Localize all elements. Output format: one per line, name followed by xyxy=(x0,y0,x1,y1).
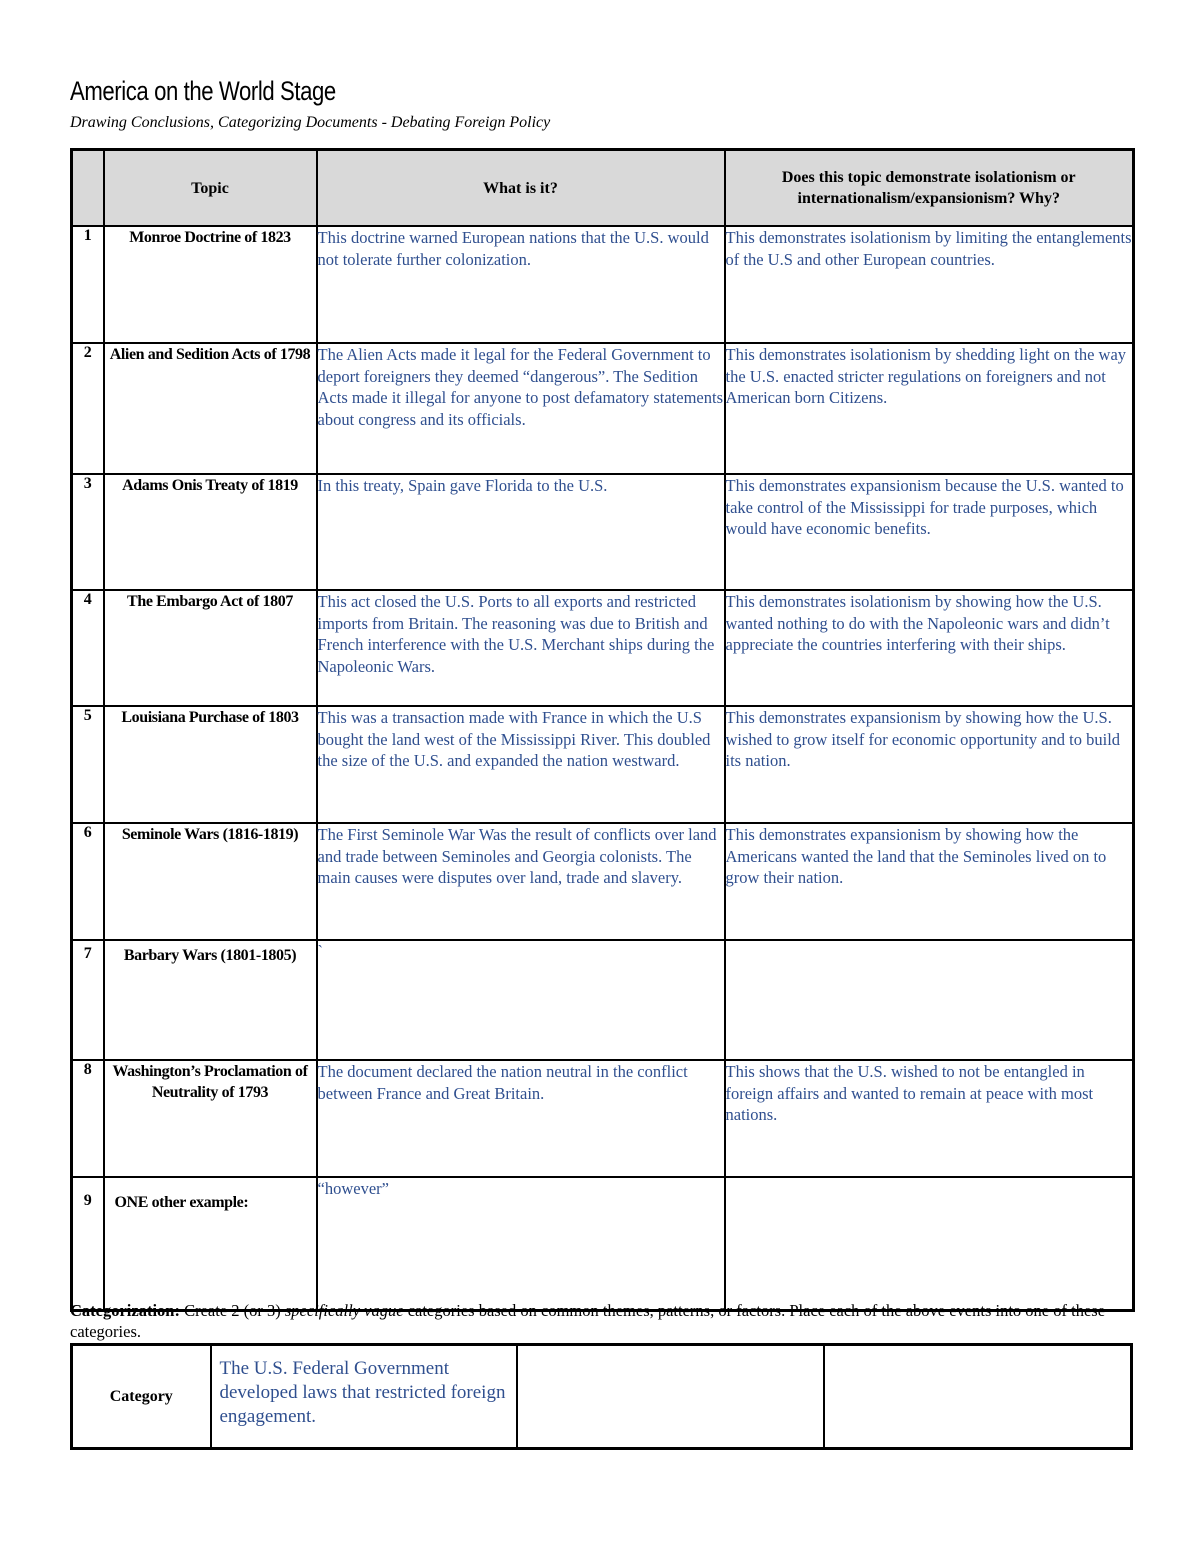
row-does-cell[interactable]: This demonstrates expansionism because the U.S. wanted to take control of the Mississippi for trade purposes, which would have economic benefits. xyxy=(725,474,1134,590)
category-label: Category xyxy=(72,1345,211,1449)
row-topic: Washington’s Proclamation of Neutrality of 1793 xyxy=(104,1060,317,1177)
row-number: 3 xyxy=(72,474,104,590)
table-row xyxy=(72,706,1134,823)
categorization-label: Categorization: xyxy=(70,1301,180,1320)
table-row xyxy=(72,823,1134,940)
row-does-cell[interactable] xyxy=(725,940,1134,1060)
row-does-cell[interactable]: This demonstrates isolationism by shedding light on the way the U.S. enacted stricter regulations on foreigners and not American born Citizens. xyxy=(725,343,1134,474)
table-row xyxy=(72,474,1134,590)
row-topic: Seminole Wars (1816-1819) xyxy=(104,823,317,940)
header-number xyxy=(72,150,104,227)
categorization-text-before: Create 2 (or 3) xyxy=(179,1301,285,1320)
row-topic: ONE other example: xyxy=(104,1177,317,1311)
row-what-cell[interactable]: The First Seminole War Was the result of conflicts over land and trade between Seminoles and Georgia colonists. The main causes were disputes over land, trade and slavery. xyxy=(317,823,725,940)
row-number: 6 xyxy=(72,823,104,940)
row-what-cell[interactable]: In this treaty, Spain gave Florida to the U.S. xyxy=(317,474,725,590)
row-does-cell[interactable]: This demonstrates expansionism by showing how the Americans wanted the land that the Seminoles lived on to grow their nation. xyxy=(725,823,1134,940)
row-does-cell[interactable]: This shows that the U.S. wished to not be entangled in foreign affairs and wanted to remain at peace with most nations. xyxy=(725,1060,1134,1177)
row-what-cell[interactable]: This doctrine warned European nations that the U.S. would not tolerate further colonization. xyxy=(317,226,725,343)
row-topic: The Embargo Act of 1807 xyxy=(104,590,317,706)
table-row xyxy=(72,343,1134,474)
table-row xyxy=(72,590,1134,706)
row-topic: Adams Onis Treaty of 1819 xyxy=(104,474,317,590)
row-does-cell[interactable]: This demonstrates expansionism by showing how the U.S. wished to grow itself for economic opportunity and to build its nation. xyxy=(725,706,1134,823)
row-topic: Louisiana Purchase of 1803 xyxy=(104,706,317,823)
table-header-row xyxy=(72,150,1134,227)
row-does-cell[interactable]: This demonstrates isolationism by limiting the entanglements of the U.S and other European countries. xyxy=(725,226,1134,343)
table-row xyxy=(72,1177,1134,1311)
row-number: 4 xyxy=(72,590,104,706)
row-what-cell[interactable]: The Alien Acts made it legal for the Federal Government to deport foreigners they deemed “dangerous”. The Sedition Acts made it illegal for anyone to post defamatory statements about congress and its officials. xyxy=(317,343,725,474)
categorization-text-italic: specifically vague xyxy=(284,1301,404,1320)
categorization-instructions xyxy=(70,1300,1140,1342)
row-number: 2 xyxy=(72,343,104,474)
table-row xyxy=(72,940,1134,1060)
category-table xyxy=(70,1343,1133,1450)
categorization-text-after: categories based on common themes, patterns, or factors. Place each of the above events into one of these categories. xyxy=(70,1301,1106,1341)
row-number: 9 xyxy=(72,1177,104,1311)
page-title: America on the World Stage xyxy=(70,76,336,106)
row-number: 5 xyxy=(72,706,104,823)
row-what-cell[interactable]: This was a transaction made with France in which the U.S bought the land west of the Mississippi River. This doubled the size of the U.S. and expanded the nation westward. xyxy=(317,706,725,823)
table-row xyxy=(72,226,1134,343)
header-what: What is it? xyxy=(317,150,725,227)
row-what-cell[interactable]: “however” xyxy=(317,1177,725,1311)
header-topic: Topic xyxy=(104,150,317,227)
row-topic: Barbary Wars (1801-1805) xyxy=(104,940,317,1060)
category-cell[interactable] xyxy=(517,1345,824,1449)
page-subtitle: Drawing Conclusions, Categorizing Documents - Debating Foreign Policy xyxy=(70,114,551,131)
category-row xyxy=(72,1345,1132,1449)
topics-table xyxy=(70,148,1135,1312)
row-does-cell[interactable]: This demonstrates isolationism by showing how the U.S. wanted nothing to do with the Napoleonic wars and didn’t appreciate the countries interfering with their ships. xyxy=(725,590,1134,706)
category-cell[interactable] xyxy=(824,1345,1132,1449)
row-number: 8 xyxy=(72,1060,104,1177)
row-what-cell[interactable]: ` xyxy=(317,940,725,1060)
row-topic: Alien and Sedition Acts of 1798 xyxy=(104,343,317,474)
header-does: Does this topic demonstrate isolationism or internationalism/expansionism? Why? xyxy=(725,150,1134,227)
category-cell[interactable]: The U.S. Federal Government developed laws that restricted foreign engagement. xyxy=(211,1345,517,1449)
row-does-cell[interactable] xyxy=(725,1177,1134,1311)
row-what-cell[interactable]: This act closed the U.S. Ports to all exports and restricted imports from Britain. The reasoning was due to British and French interference with the U.S. Merchant ships during the Napoleonic Wars. xyxy=(317,590,725,706)
row-number: 1 xyxy=(72,226,104,343)
row-topic: Monroe Doctrine of 1823 xyxy=(104,226,317,343)
row-what-cell[interactable]: The document declared the nation neutral in the conflict between France and Great Britain. xyxy=(317,1060,725,1177)
table-row xyxy=(72,1060,1134,1177)
row-number: 7 xyxy=(72,940,104,1060)
